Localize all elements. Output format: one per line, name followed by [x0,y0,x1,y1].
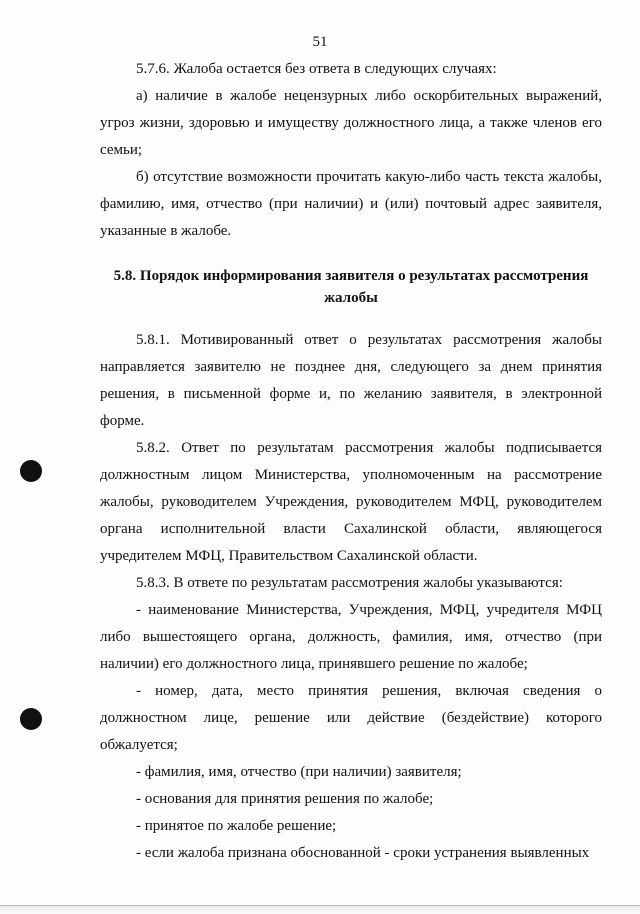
list-item: - принятое по жалобе решение; [136,818,337,834]
list-item: - основания для принятия решения по жалобе; [136,791,434,807]
paragraph-5-7-6-a: а) наличие в жалобе нецензурных либо оскорбительных выражений, угроз жизни, здоровью и имуществу должностного лица, а также членов его семьи; [100,88,602,158]
section-heading-5-8 [100,265,602,309]
binder-hole-lower [20,708,42,730]
binder-hole-upper [20,460,42,482]
heading-line-1: 5.8. Порядок информирования заявителя о результатах рассмотрения [113,268,589,284]
list-item: - фамилия, имя, отчество (при наличии) заявителя; [136,764,462,780]
list-item: - если жалоба признана обоснованной - сроки устранения выявленных [136,845,590,861]
paragraph-5-8-1: 5.8.1. Мотивированный ответ о результатах рассмотрения жалобы направляется заявителю не позднее дня, следующего за днем принятия решения, в письменной форме и, по желанию заявителя, в электронной форме. [100,332,602,429]
paragraph-5-7-6-b: б) отсутствие возможности прочитать какую-либо часть текста жалобы, фамилию, имя, отчество (при наличии) и (или) почтовый адрес заявителя, указанные в жалобе. [100,169,602,239]
paragraph-5-8-2: 5.8.2. Ответ по результатам рассмотрения жалобы подписывается должностным лицом Министерства, уполномоченным на рассмотрение жалобы, руководителем Учреждения, руководителем МФЦ, руководителем органа исполнительной власти Сахалинской области, являющегося учредителем МФЦ, Правительством Сахалинской области. [100,440,602,564]
document-body [100,56,602,867]
page-number: 51 [312,34,328,50]
list-item: - наименование Министерства, Учреждения, МФЦ, учредителя МФЦ либо вышестоящего органа, должность, фамилия, имя, отчество (при наличии) его должностного лица, принявшего решение по жалобе; [100,602,602,672]
paragraph-5-8-3: 5.8.3. В ответе по результатам рассмотрения жалобы указываются: [136,575,563,591]
list-item: - номер, дата, место принятия решения, включая сведения о должностном лице, решение или действие (бездействие) которого обжалуется; [100,683,602,753]
paragraph-5-7-6: 5.7.6. Жалоба остается без ответа в следующих случаях: [136,61,497,77]
scan-edge-bottom [0,905,640,914]
scan-artifacts-top [0,0,640,12]
heading-line-2: жалобы [324,290,378,306]
